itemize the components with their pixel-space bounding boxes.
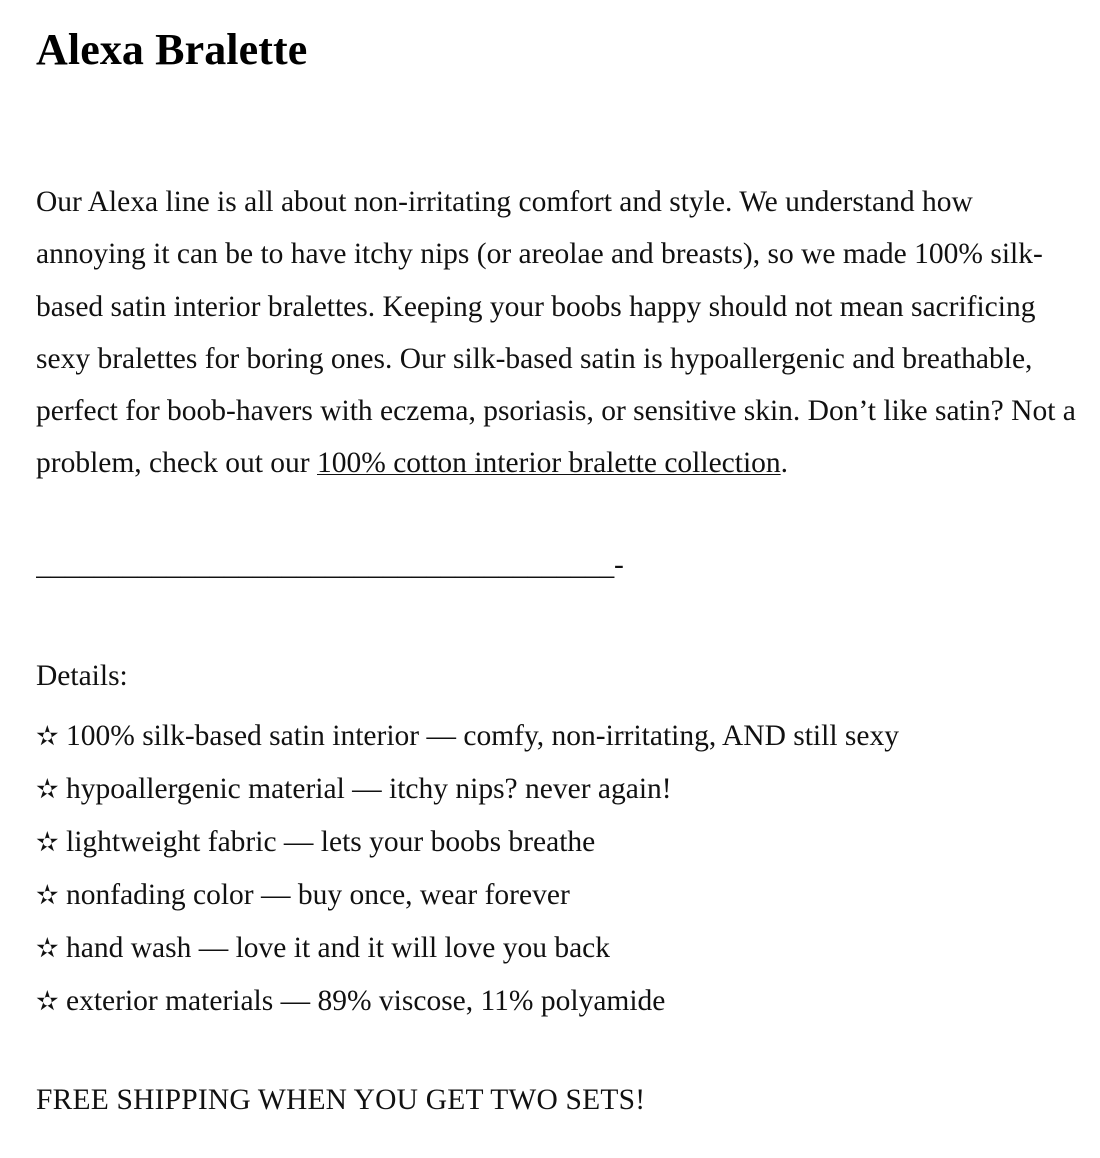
star-icon: ✫ [36, 986, 59, 1016]
list-item-label: hand wash — love it and it will love you back [66, 932, 611, 964]
list-item-label: exterior materials — 89% viscose, 11% polyamide [66, 985, 666, 1017]
cotton-collection-link[interactable]: 100% cotton interior bralette collection [317, 447, 781, 480]
star-icon: ✫ [36, 774, 59, 804]
page-title: Alexa Bralette [36, 25, 308, 74]
list-item [36, 710, 1056, 763]
details-list [36, 710, 1056, 1028]
star-icon: ✫ [36, 721, 59, 751]
list-item [36, 763, 1056, 816]
intro-text-after-link: . [780, 447, 789, 480]
intro-paragraph [36, 176, 1078, 490]
list-item-label: nonfading color — buy once, wear forever [66, 879, 570, 911]
star-icon: ✫ [36, 827, 59, 857]
section-divider: ________________________________________- [36, 549, 624, 581]
list-item [36, 922, 1056, 975]
list-item-label: 100% silk-based satin interior — comfy, non-irritating, AND still sexy [66, 720, 899, 752]
list-item-label: lightweight fabric — lets your boobs breathe [66, 826, 596, 858]
intro-text-before-link: Our Alexa line is all about non-irritating comfort and style. We understand how annoying it can be to have itchy nips (or areolae and breasts), so we made 100% silk-based satin interior bralettes. Keeping your boobs happy should not mean sacrificing sexy bralettes for boring ones. Our silk-based satin is hypoallergenic and breathable, perfect for boob-havers with eczema, psoriasis, or sensitive skin. Don’t like satin? Not a problem, check out our [36, 186, 1076, 480]
star-icon: ✫ [36, 880, 59, 910]
star-icon: ✫ [36, 933, 59, 963]
list-item [36, 869, 1056, 922]
list-item [36, 975, 1056, 1028]
list-item [36, 816, 1056, 869]
list-item-label: hypoallergenic material — itchy nips? never again! [66, 773, 672, 805]
free-shipping-promo: FREE SHIPPING WHEN YOU GET TWO SETS! [36, 1084, 646, 1116]
details-heading: Details: [36, 660, 128, 692]
